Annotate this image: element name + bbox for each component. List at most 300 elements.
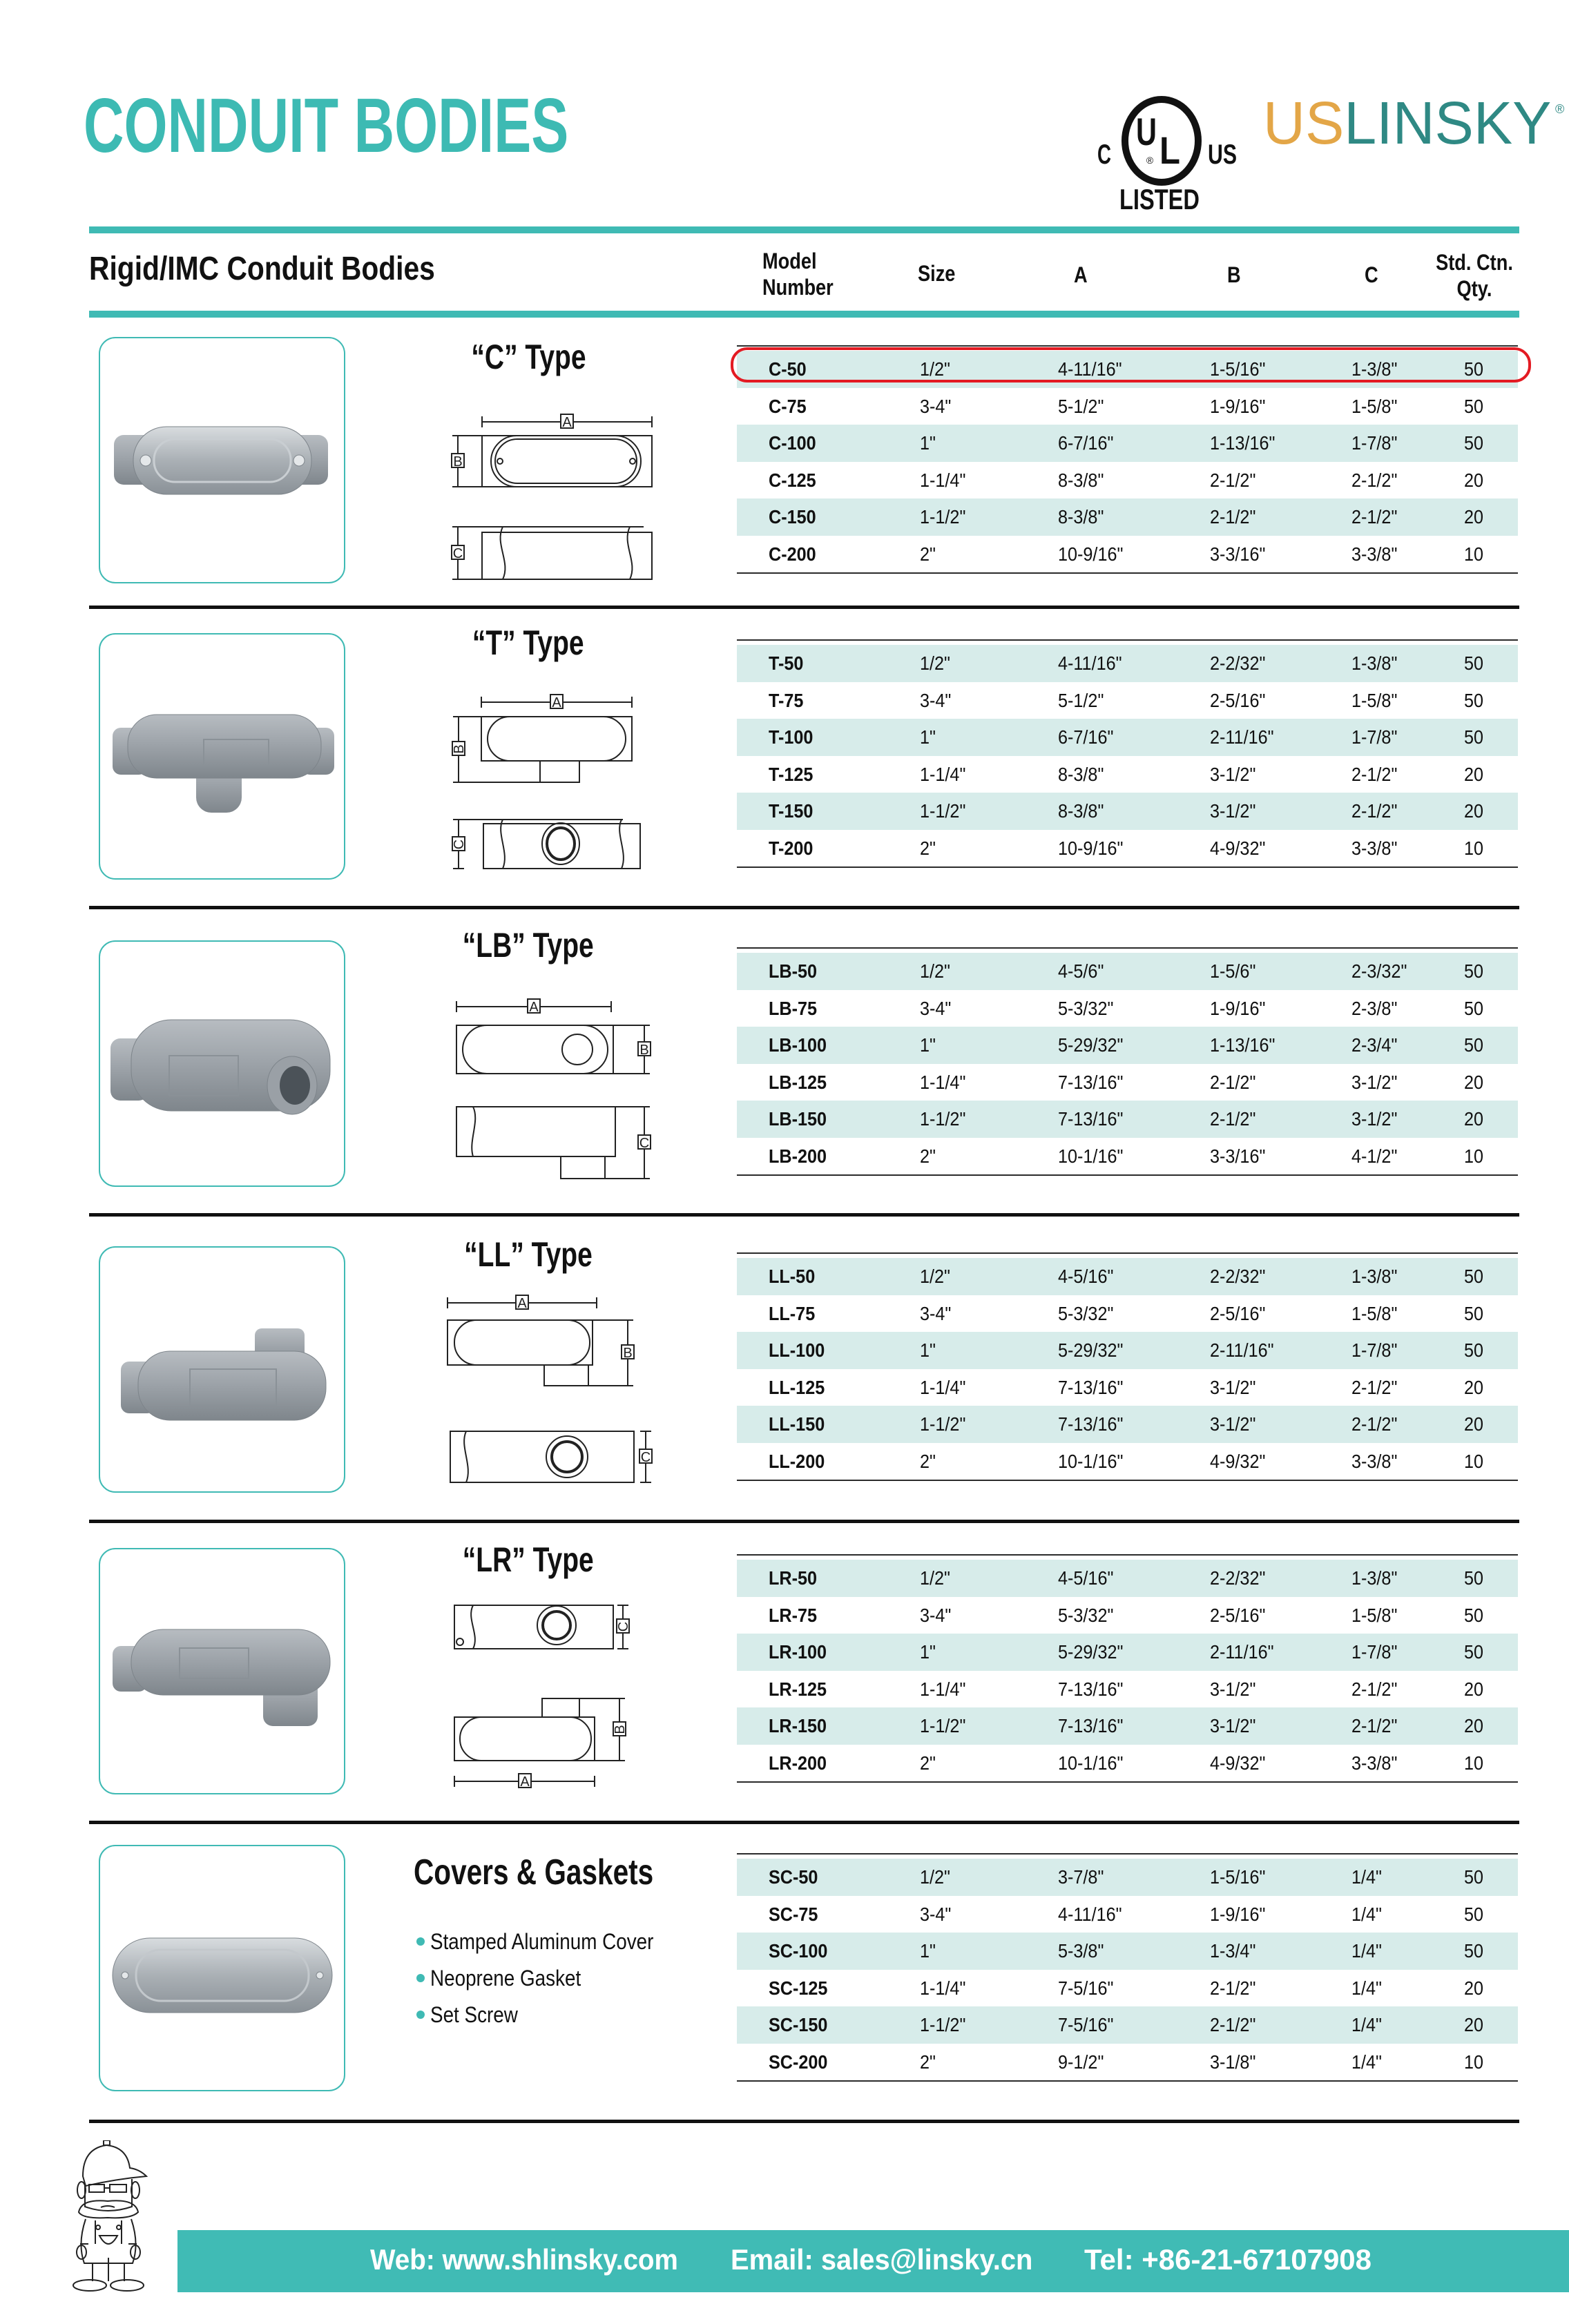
table-row <box>737 756 1518 793</box>
table-row <box>737 1369 1518 1406</box>
feature-text: Neoprene Gasket <box>430 1966 581 1991</box>
cell-qty: 50 <box>1464 1339 1484 1361</box>
cell-model: LR-200 <box>769 1752 827 1774</box>
lr-type-product-image <box>99 1548 345 1794</box>
cell-a: 5-1/2" <box>1058 689 1104 711</box>
cell-b: 2-5/16" <box>1210 1604 1266 1626</box>
cell-size: 1/2" <box>920 652 950 674</box>
cell-model: LL-75 <box>769 1302 816 1324</box>
cell-c: 3-3/8" <box>1351 837 1398 859</box>
cell-a: 4-5/16" <box>1058 1266 1114 1287</box>
cell-c: 1/4" <box>1351 2051 1382 2073</box>
cell-c: 1/4" <box>1351 2014 1382 2035</box>
cell-c: 1-5/8" <box>1351 1604 1398 1626</box>
cell-c: 1/4" <box>1351 1940 1382 1962</box>
cell-a: 10-1/16" <box>1058 1145 1124 1167</box>
cell-size: 2" <box>920 1450 936 1472</box>
cell-a: 4-11/16" <box>1058 1903 1122 1925</box>
cell-size: 1" <box>920 1641 936 1663</box>
cell-model: SC-50 <box>769 1866 818 1888</box>
ll-type-product-photo <box>100 1248 344 1491</box>
cell-b: 1-13/16" <box>1210 432 1276 454</box>
cell-qty: 20 <box>1464 1413 1484 1435</box>
cell-a: 8-3/8" <box>1058 469 1104 491</box>
cell-qty: 50 <box>1464 960 1484 982</box>
cell-c: 2-3/8" <box>1351 997 1398 1019</box>
feature-text: Set Screw <box>430 2002 518 2027</box>
cell-c: 2-3/4" <box>1351 1034 1398 1056</box>
cell-a: 4-5/16" <box>1058 1567 1114 1589</box>
cell-a: 5-3/32" <box>1058 1302 1114 1324</box>
dimension-label-b: B <box>453 454 463 469</box>
cell-b: 2-1/2" <box>1210 2014 1256 2035</box>
cell-qty: 50 <box>1464 652 1484 674</box>
section-heading-text: “LR” Type <box>463 1540 594 1579</box>
mascot-illustration <box>68 2140 154 2294</box>
cell-c: 1-3/8" <box>1351 652 1398 674</box>
cell-a: 10-1/16" <box>1058 1450 1124 1472</box>
cell-a: 7-13/16" <box>1058 1678 1124 1700</box>
cell-a: 5-1/2" <box>1058 395 1104 417</box>
cell-model: LL-200 <box>769 1450 825 1472</box>
cell-model: T-100 <box>769 726 814 748</box>
cell-c: 2-1/2" <box>1351 1376 1398 1398</box>
table-bottom-rule <box>737 866 1518 868</box>
bullet-icon <box>416 1937 425 1946</box>
cell-size: 1-1/4" <box>920 1678 966 1700</box>
cell-qty: 50 <box>1464 689 1484 711</box>
table-bottom-rule <box>737 1480 1518 1481</box>
section-heading-text: “C” Type <box>470 338 586 376</box>
cell-b: 2-2/32" <box>1210 652 1266 674</box>
cell-size: 3-4" <box>920 689 952 711</box>
cell-a: 5-29/32" <box>1058 1339 1124 1361</box>
dimension-label-c: C <box>452 839 467 850</box>
cell-a: 6-7/16" <box>1058 432 1114 454</box>
cell-qty: 10 <box>1464 1450 1484 1472</box>
ul-listed-label: LISTED <box>1119 183 1200 214</box>
section-heading-text: “LL” Type <box>464 1235 593 1274</box>
cell-b: 3-1/8" <box>1210 2051 1256 2073</box>
dimension-label-b: B <box>613 1725 628 1734</box>
cell-model: LB-200 <box>769 1145 827 1167</box>
cell-size: 2" <box>920 2051 936 2073</box>
cell-size: 1-1/4" <box>920 763 966 785</box>
table-bottom-rule <box>737 1781 1518 1783</box>
cell-b: 3-1/2" <box>1210 1678 1256 1700</box>
table-row <box>737 990 1518 1027</box>
lr-type-product-photo <box>100 1549 344 1793</box>
cell-size: 3-4" <box>920 1604 952 1626</box>
cell-qty: 20 <box>1464 800 1484 822</box>
table-row <box>737 1707 1518 1745</box>
cell-model: SC-100 <box>769 1940 828 1962</box>
cell-c: 2-1/2" <box>1351 1678 1398 1700</box>
ul-u-mark: U <box>1136 110 1157 153</box>
cell-b: 1-9/16" <box>1210 395 1266 417</box>
table-row <box>737 1745 1518 1782</box>
cell-qty: 20 <box>1464 469 1484 491</box>
cell-a: 5-29/32" <box>1058 1641 1124 1663</box>
ul-registered-mark: ® <box>1146 155 1154 166</box>
cell-model: T-75 <box>769 689 804 711</box>
cell-model: T-150 <box>769 800 814 822</box>
cell-size: 1-1/4" <box>920 1071 966 1093</box>
cell-size: 3-4" <box>920 1302 952 1324</box>
cell-c: 1/4" <box>1351 1866 1382 1888</box>
cell-b: 1-9/16" <box>1210 997 1266 1019</box>
table-row <box>737 953 1518 990</box>
table-row <box>737 1560 1518 1597</box>
dimension-label-a: A <box>552 695 561 710</box>
cell-a: 9-1/2" <box>1058 2051 1104 2073</box>
cell-model: SC-75 <box>769 1903 818 1925</box>
footer-email[interactable]: Email: sales@linsky.cn <box>731 2243 1033 2276</box>
cell-a: 6-7/16" <box>1058 726 1114 748</box>
cell-model: SC-125 <box>769 1977 828 1999</box>
cell-c: 1/4" <box>1351 1977 1382 1999</box>
table-row <box>737 793 1518 830</box>
cell-model: LB-125 <box>769 1071 827 1093</box>
cell-model: C-200 <box>769 543 816 565</box>
cell-size: 2" <box>920 543 936 565</box>
cell-size: 1-1/2" <box>920 1715 966 1736</box>
section-heading-text: “T” Type <box>472 623 584 662</box>
cell-qty: 20 <box>1464 1376 1484 1398</box>
cell-c: 4-1/2" <box>1351 1145 1398 1167</box>
cell-size: 1-1/2" <box>920 506 966 527</box>
cell-size: 1/2" <box>920 1266 950 1287</box>
lr-type-dimension-diagram <box>442 1548 663 1794</box>
cell-a: 7-13/16" <box>1058 1376 1124 1398</box>
cell-model: C-125 <box>769 469 816 491</box>
table-top-rule <box>737 1554 1518 1556</box>
cell-a: 5-3/8" <box>1058 1940 1104 1962</box>
table-row <box>737 2006 1518 2044</box>
cell-model: LB-50 <box>769 960 818 982</box>
table-row <box>737 425 1518 462</box>
cell-b: 2-1/2" <box>1210 1977 1256 1999</box>
cell-size: 1/2" <box>920 1567 950 1589</box>
cell-c: 1-7/8" <box>1351 726 1398 748</box>
cell-b: 2-2/32" <box>1210 1266 1266 1287</box>
cell-b: 2-2/32" <box>1210 1567 1266 1589</box>
cell-model: C-100 <box>769 432 816 454</box>
cell-model: LB-150 <box>769 1108 827 1130</box>
cell-a: 8-3/8" <box>1058 800 1104 822</box>
lb-type-product-photo <box>100 942 344 1185</box>
cell-model: LL-150 <box>769 1413 825 1435</box>
table-row <box>737 1064 1518 1101</box>
dimension-label-c: C <box>640 1450 651 1465</box>
bullet-icon <box>416 1974 425 1982</box>
section-divider <box>89 1213 1519 1217</box>
section-divider <box>89 1520 1519 1523</box>
cell-size: 3-4" <box>920 997 952 1019</box>
cell-b: 2-1/2" <box>1210 506 1256 527</box>
dimension-label-c: C <box>639 1136 650 1151</box>
cell-size: 1-1/2" <box>920 2014 966 2035</box>
t-type-dimension-diagram <box>442 633 663 880</box>
cell-c: 1-7/8" <box>1351 1339 1398 1361</box>
table-row <box>737 1027 1518 1064</box>
cell-model: T-50 <box>769 652 804 674</box>
cell-model: LL-50 <box>769 1266 816 1287</box>
cell-qty: 20 <box>1464 1108 1484 1130</box>
cell-a: 5-29/32" <box>1058 1034 1124 1056</box>
cell-b: 3-1/2" <box>1210 1413 1256 1435</box>
cell-size: 1" <box>920 1034 936 1056</box>
cell-c: 3-1/2" <box>1351 1071 1398 1093</box>
section-divider <box>89 1821 1519 1824</box>
cell-c: 1-3/8" <box>1351 1567 1398 1589</box>
t-type-product-photo <box>100 635 344 878</box>
column-header-model-line1: Model <box>762 249 817 273</box>
cell-b: 2-11/16" <box>1210 1339 1274 1361</box>
table-row <box>737 1332 1518 1369</box>
cell-size: 1" <box>920 432 936 454</box>
cell-size: 1-1/4" <box>920 1977 966 1999</box>
cell-qty: 10 <box>1464 2051 1484 2073</box>
cell-size: 1-1/2" <box>920 1108 966 1130</box>
cell-b: 2-5/16" <box>1210 1302 1266 1324</box>
cell-size: 1/2" <box>920 358 950 380</box>
section-title: Rigid/IMC Conduit Bodies <box>89 251 435 287</box>
table-bottom-rule <box>737 2080 1518 2082</box>
cell-b: 3-1/2" <box>1210 800 1256 822</box>
table-row <box>737 645 1518 682</box>
table-row <box>737 388 1518 425</box>
cell-qty: 50 <box>1464 1266 1484 1287</box>
cell-c: 1-3/8" <box>1351 1266 1398 1287</box>
cell-a: 8-3/8" <box>1058 506 1104 527</box>
cell-qty: 20 <box>1464 1977 1484 1999</box>
cell-b: 1-13/16" <box>1210 1034 1276 1056</box>
cell-c: 2-1/2" <box>1351 800 1398 822</box>
table-row <box>737 462 1518 499</box>
cell-model: LR-100 <box>769 1641 827 1663</box>
cell-c: 3-3/8" <box>1351 1752 1398 1774</box>
dimension-label-a: A <box>529 1000 539 1015</box>
cell-size: 1/2" <box>920 1866 950 1888</box>
cell-qty: 50 <box>1464 1866 1484 1888</box>
ul-l-mark: L <box>1159 128 1180 172</box>
cell-a: 4-11/16" <box>1058 652 1122 674</box>
table-top-rule <box>737 1853 1518 1855</box>
table-top-rule <box>737 947 1518 949</box>
column-header-model-line2: Number <box>762 275 834 300</box>
cell-qty: 20 <box>1464 506 1484 527</box>
table-row <box>737 498 1518 536</box>
table-row <box>737 1671 1518 1708</box>
cell-qty: 50 <box>1464 997 1484 1019</box>
dimension-label-a: A <box>520 1774 530 1790</box>
cell-qty: 10 <box>1464 1145 1484 1167</box>
column-header-b: B <box>1227 262 1241 287</box>
cell-c: 1-7/8" <box>1351 432 1398 454</box>
section-divider <box>89 2120 1519 2123</box>
cell-a: 10-9/16" <box>1058 543 1124 565</box>
section-divider <box>89 606 1519 609</box>
ll-type-product-image <box>99 1246 345 1493</box>
header-bottom-rule <box>89 311 1519 318</box>
cell-b: 2-5/16" <box>1210 689 1266 711</box>
cell-a: 10-1/16" <box>1058 1752 1124 1774</box>
cell-b: 4-9/32" <box>1210 1752 1266 1774</box>
cell-model: LB-75 <box>769 997 818 1019</box>
cell-model: C-50 <box>769 358 807 380</box>
cell-c: 1/4" <box>1351 1903 1382 1925</box>
cell-b: 3-3/16" <box>1210 1145 1266 1167</box>
table-row <box>737 1896 1518 1933</box>
cell-qty: 20 <box>1464 1678 1484 1700</box>
header-top-rule <box>89 226 1519 233</box>
table-bottom-rule <box>737 572 1518 574</box>
cell-c: 2-1/2" <box>1351 469 1398 491</box>
table-bottom-rule <box>737 1174 1518 1176</box>
cell-size: 2" <box>920 837 936 859</box>
cell-size: 1" <box>920 726 936 748</box>
ul-c-mark: C <box>1097 139 1111 170</box>
column-header-c: C <box>1365 262 1378 287</box>
cell-a: 8-3/8" <box>1058 763 1104 785</box>
table-row <box>737 1101 1518 1138</box>
page-title: CONDUIT BODIES <box>84 83 569 168</box>
table-row <box>737 2044 1518 2081</box>
dimension-label-b: B <box>452 744 467 754</box>
cell-a: 7-13/16" <box>1058 1071 1124 1093</box>
feature-text: Stamped Aluminum Cover <box>430 1929 654 1954</box>
cell-qty: 50 <box>1464 395 1484 417</box>
cell-size: 1-1/4" <box>920 469 966 491</box>
cell-b: 1-5/16" <box>1210 1866 1266 1888</box>
cell-b: 1-9/16" <box>1210 1903 1266 1925</box>
cell-size: 2" <box>920 1752 936 1774</box>
dimension-label-b: B <box>639 1043 649 1058</box>
cell-size: 3-4" <box>920 1903 952 1925</box>
cell-model: T-200 <box>769 837 814 859</box>
cell-model: LR-75 <box>769 1604 818 1626</box>
cell-c: 3-3/8" <box>1351 543 1398 565</box>
brand-logo-linsky: LINSKY <box>1344 90 1552 157</box>
table-row <box>737 1138 1518 1175</box>
cell-qty: 50 <box>1464 1903 1484 1925</box>
cell-model: T-125 <box>769 763 814 785</box>
c-type-product-photo <box>100 338 344 582</box>
cell-c: 1-3/8" <box>1351 358 1398 380</box>
cell-model: LR-150 <box>769 1715 827 1736</box>
cell-a: 7-5/16" <box>1058 2014 1114 2035</box>
cell-b: 2-11/16" <box>1210 726 1274 748</box>
cell-a: 7-13/16" <box>1058 1413 1124 1435</box>
cell-c: 1-5/8" <box>1351 1302 1398 1324</box>
cell-qty: 50 <box>1464 1641 1484 1663</box>
cell-size: 1-1/2" <box>920 800 966 822</box>
cell-b: 3-3/16" <box>1210 543 1266 565</box>
cell-a: 7-13/16" <box>1058 1108 1124 1130</box>
cell-qty: 50 <box>1464 1604 1484 1626</box>
table-row <box>737 1295 1518 1333</box>
cell-c: 2-1/2" <box>1351 1715 1398 1736</box>
cell-c: 2-1/2" <box>1351 506 1398 527</box>
cell-model: LL-125 <box>769 1376 825 1398</box>
table-top-rule <box>737 639 1518 641</box>
cell-b: 2-1/2" <box>1210 1108 1256 1130</box>
brand-registered-mark: ® <box>1555 102 1565 116</box>
cell-b: 1-5/16" <box>1210 358 1266 380</box>
dimension-label-c: C <box>452 546 463 561</box>
cell-b: 4-9/32" <box>1210 1450 1266 1472</box>
sc-type-product-image <box>99 1845 345 2091</box>
cell-qty: 20 <box>1464 1715 1484 1736</box>
cell-a: 5-3/32" <box>1058 997 1114 1019</box>
table-row <box>737 1258 1518 1295</box>
cell-qty: 20 <box>1464 1071 1484 1093</box>
cell-c: 3-3/8" <box>1351 1450 1398 1472</box>
cell-a: 5-3/32" <box>1058 1604 1114 1626</box>
footer-telephone[interactable]: Tel: +86-21-67107908 <box>1084 2243 1372 2276</box>
brand-logo-us: US <box>1263 90 1345 157</box>
cell-c: 1-7/8" <box>1351 1641 1398 1663</box>
cell-model: SC-200 <box>769 2051 828 2073</box>
section-heading: Covers & Gaskets <box>414 1852 654 1892</box>
ul-us-mark: US <box>1208 139 1237 170</box>
footer-website[interactable]: Web: www.shlinsky.com <box>370 2243 678 2276</box>
ul-listed-logo <box>1091 93 1243 214</box>
cell-c: 1-5/8" <box>1351 689 1398 711</box>
cell-qty: 20 <box>1464 2014 1484 2035</box>
ll-type-dimension-diagram <box>442 1246 663 1493</box>
table-row <box>737 682 1518 719</box>
table-row <box>737 1597 1518 1634</box>
cell-c: 2-3/32" <box>1351 960 1407 982</box>
cell-model: LB-100 <box>769 1034 827 1056</box>
cell-b: 2-1/2" <box>1210 1071 1256 1093</box>
cell-a: 7-5/16" <box>1058 1977 1114 1999</box>
sc-type-product-photo <box>100 1846 344 2090</box>
table-row <box>737 1406 1518 1443</box>
column-header-qty-line2: Qty. <box>1456 276 1492 301</box>
dimension-label-c: C <box>616 1621 631 1632</box>
table-row <box>737 719 1518 756</box>
highlight-annotation <box>731 347 1531 383</box>
cell-qty: 20 <box>1464 763 1484 785</box>
cell-qty: 50 <box>1464 432 1484 454</box>
cell-size: 1-1/2" <box>920 1413 966 1435</box>
t-type-product-image <box>99 633 345 880</box>
cell-a: 10-9/16" <box>1058 837 1124 859</box>
cell-model: LR-125 <box>769 1678 827 1700</box>
cell-a: 4-5/6" <box>1058 960 1104 982</box>
cell-a: 7-13/16" <box>1058 1715 1124 1736</box>
table-top-rule <box>737 345 1518 347</box>
cell-c: 1-5/8" <box>1351 395 1398 417</box>
cell-qty: 50 <box>1464 1302 1484 1324</box>
cell-qty: 50 <box>1464 1940 1484 1962</box>
table-row <box>737 1859 1518 1896</box>
cell-a: 4-11/16" <box>1058 358 1122 380</box>
c-type-dimension-diagram <box>442 337 663 583</box>
cell-model: LR-50 <box>769 1567 818 1589</box>
cell-b: 4-9/32" <box>1210 837 1266 859</box>
column-header-qty-line1: Std. Ctn. <box>1436 250 1513 275</box>
cell-qty: 10 <box>1464 837 1484 859</box>
cell-b: 3-1/2" <box>1210 763 1256 785</box>
table-row <box>737 1970 1518 2007</box>
cell-size: 1" <box>920 1339 936 1361</box>
cell-b: 3-1/2" <box>1210 1715 1256 1736</box>
column-header-size: Size <box>918 261 956 286</box>
